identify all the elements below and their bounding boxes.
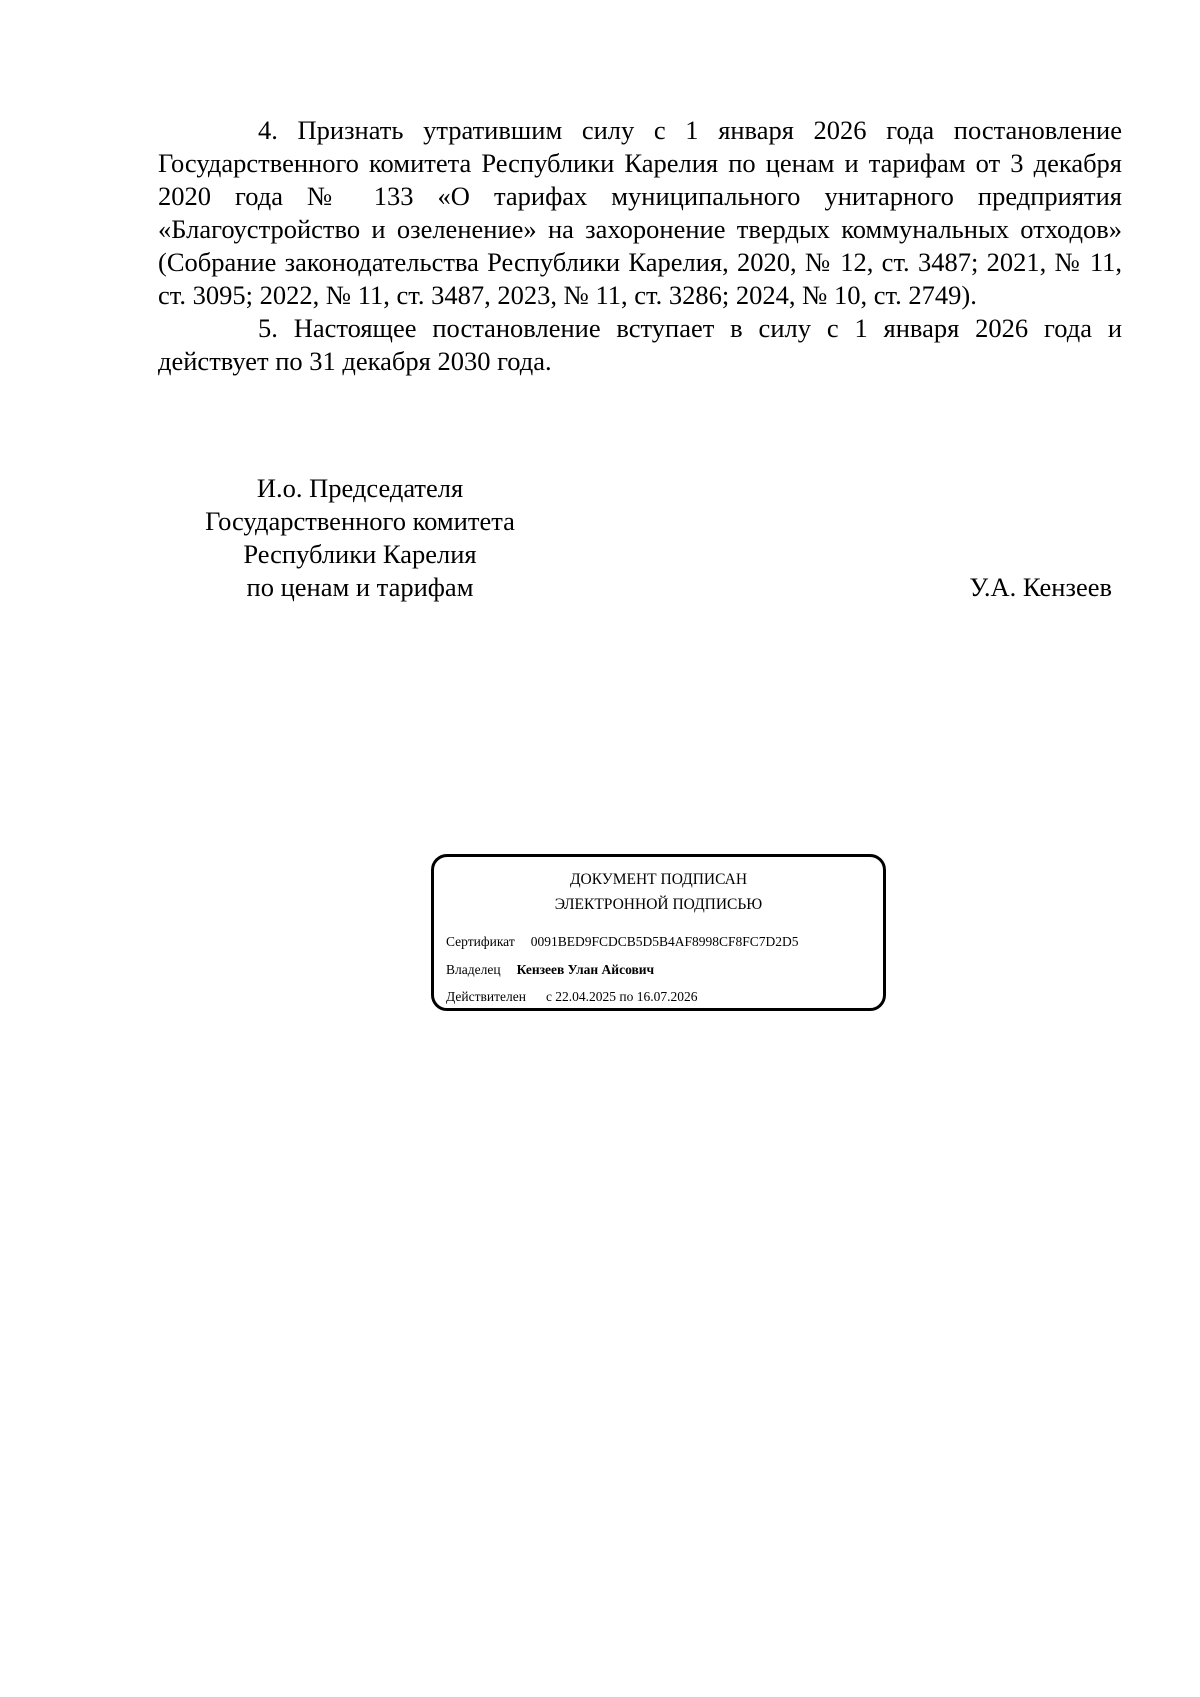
certificate-label: Сертификат — [446, 934, 515, 949]
validity-value: с 22.04.2025 по 16.07.2026 — [545, 989, 698, 1004]
signatory-title-line: И.о. Председателя — [256, 473, 464, 503]
signatory-title-line: Государственного комитета — [205, 506, 515, 536]
stamp-certificate-row — [446, 933, 799, 951]
signatory-name: У.А. Кензеев — [969, 572, 1112, 602]
stamp-header-line: ДОКУМЕНТ ПОДПИСАН — [569, 871, 748, 888]
stamp-owner-row — [446, 961, 654, 979]
signatory-title-line: Республики Карелия — [243, 539, 477, 569]
stamp-header-line: ЭЛЕКТРОННОЙ ПОДПИСЬЮ — [554, 896, 763, 913]
certificate-value: 0091BED9FCDCB5D5B4AF8998CF8FC7D2D5 — [530, 934, 799, 949]
signatory-title — [160, 472, 560, 604]
paragraph-4: 4. Признать утратившим силу с 1 января 2026 года постановление Государственного комитета Республики Карелия по ценам и тарифам от 3 декабря 2020 года № 133 «О тарифах муниципального унитарного предприятия «Благоустройство и озеленение» на захоронение твердых коммунальных отходов» (Собрание законодательства Республики Карелия, 2020, № 12, ст. 3487; 2021, № 11, ст. 3095; 2022, № 11, ст. 3487, 2023, № 11, ст. 3286; 2024, № 10, ст. 2749). — [158, 115, 1122, 310]
signatory-title-line: по ценам и тарифам — [246, 572, 474, 602]
stamp-header — [434, 867, 883, 917]
owner-value: Кензеев Улан Айсович — [516, 962, 655, 977]
owner-label: Владелец — [446, 962, 501, 977]
paragraph-5: 5. Настоящее постановление вступает в силу с 1 января 2026 года и действует по 31 декабря 2030 года. — [158, 313, 1122, 376]
document-body — [158, 114, 1122, 378]
validity-label: Действителен — [446, 989, 526, 1004]
electronic-signature-stamp — [431, 854, 886, 1011]
stamp-validity-row — [446, 988, 698, 1006]
